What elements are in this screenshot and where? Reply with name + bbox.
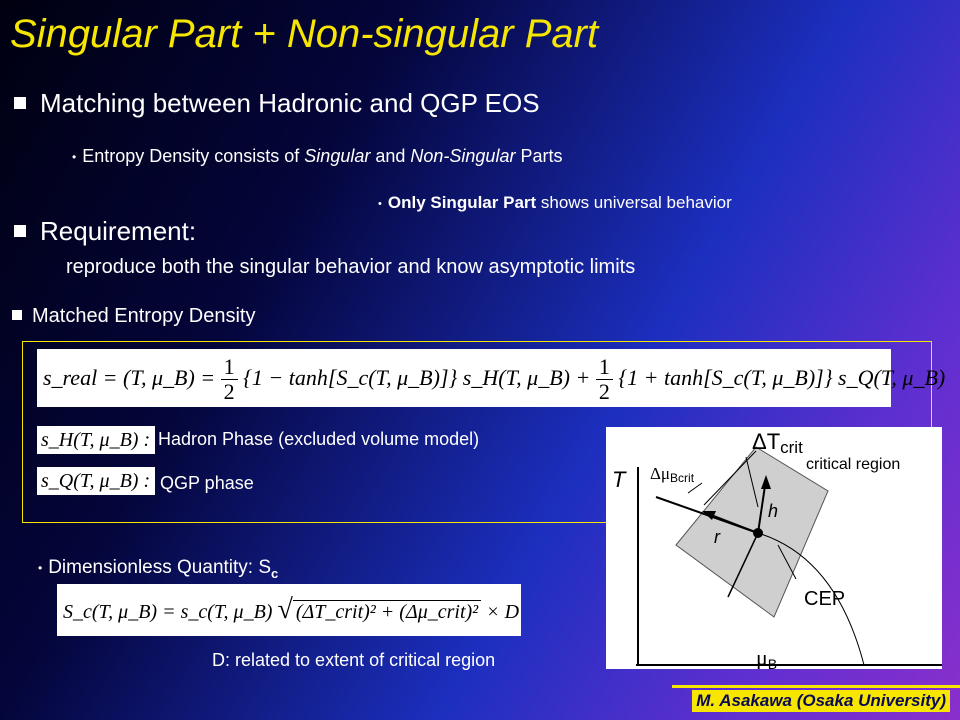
bullet-matching <box>14 88 540 119</box>
bullet-dimensionless <box>38 557 278 581</box>
dot-bullet-icon: • <box>378 197 382 210</box>
sq-description: QGP phase <box>160 473 254 493</box>
frac-den: 2 <box>223 379 235 405</box>
delta-t-label <box>752 429 803 457</box>
entropy-post: Parts <box>515 146 563 166</box>
only-singular-rest: shows universal behavior <box>536 193 732 212</box>
mu-sub: B <box>767 656 778 669</box>
formula-main-lhs: s_real = (T, μ_B) = <box>43 365 216 390</box>
fraction-half-2 <box>596 355 613 404</box>
bullet-only-singular <box>378 193 732 213</box>
footer-divider <box>672 685 960 688</box>
cep-point <box>753 528 763 538</box>
critical-region-svg <box>606 427 942 669</box>
critical-region-diagram <box>606 427 942 669</box>
dimensionless-sub: c <box>271 565 279 581</box>
only-singular-bold: Only Singular Part <box>387 193 537 212</box>
formula-sc-times: × D <box>486 601 520 623</box>
square-bullet-icon <box>14 225 26 237</box>
mu-symbol: μ <box>756 645 768 669</box>
formula-sc <box>57 584 521 636</box>
frac-den: 2 <box>598 379 610 405</box>
sqrt-icon: √ <box>277 594 293 625</box>
entropy-pre: Entropy Density consists of <box>82 146 305 166</box>
matched-text: Matched Entropy Density <box>32 305 256 327</box>
formula-sc-lhs: S_c(T, μ_B) = s_c(T, μ_B) <box>63 601 273 623</box>
frac-num: 1 <box>221 355 238 380</box>
formula-main <box>37 349 946 407</box>
dot-bullet-icon: • <box>38 560 43 575</box>
bullet-matching-text: Matching between Hadronic and QGP EOS <box>40 88 540 118</box>
bullet-entropy <box>72 146 562 167</box>
cep-label: CEP <box>804 588 846 610</box>
d-note: D: related to extent of critical region <box>212 650 496 670</box>
critical-region-label: critical region <box>806 456 901 473</box>
footer-author: M. Asakawa (Osaka University) <box>692 690 950 712</box>
slide-title: Singular Part + Non-singular Part <box>10 12 599 56</box>
sh-description: Hadron Phase (excluded volume model) <box>158 429 480 449</box>
r-label: r <box>714 527 720 547</box>
bullet-requirement <box>14 216 196 247</box>
fraction-half-1 <box>221 355 238 404</box>
formula-sc-sqrt: (ΔT_crit)² + (Δμ_crit)² <box>293 600 481 623</box>
frac-num: 1 <box>596 355 613 380</box>
formula-main-term2: {1 + tanh[S_c(T, μ_B)]} s_Q(T, μ_B) <box>618 365 946 390</box>
t-axis-label: T <box>612 467 626 492</box>
square-bullet-icon <box>14 97 26 109</box>
entropy-mid: and <box>370 146 411 166</box>
formula-main-term1: {1 − tanh[S_c(T, μ_B)]} s_H(T, μ_B) + <box>243 365 591 390</box>
h-label: h <box>768 501 779 521</box>
mu-axis-label <box>756 645 777 669</box>
bullet-matched <box>12 305 255 328</box>
dimensionless-text: Dimensionless Quantity: S <box>48 557 272 578</box>
delta-mu-label <box>650 464 695 485</box>
delta-mu-text: Δμ <box>650 464 671 483</box>
sh-symbol: s_H(T, μ_B) : <box>37 426 155 454</box>
square-bullet-icon <box>12 310 22 320</box>
delta-t-text: ΔT <box>752 429 781 454</box>
entropy-nonsingular: Non-Singular <box>410 146 516 166</box>
requirement-text: Requirement: <box>40 216 197 246</box>
dot-bullet-icon: • <box>72 150 77 165</box>
entropy-singular: Singular <box>304 146 371 166</box>
delta-mu-sub: Bcrit <box>670 471 695 485</box>
delta-t-sub: crit <box>780 438 803 457</box>
sq-symbol: s_Q(T, μ_B) : <box>37 467 155 495</box>
reproduce-text: reproduce both the singular behavior and know asymptotic limits <box>66 256 636 278</box>
